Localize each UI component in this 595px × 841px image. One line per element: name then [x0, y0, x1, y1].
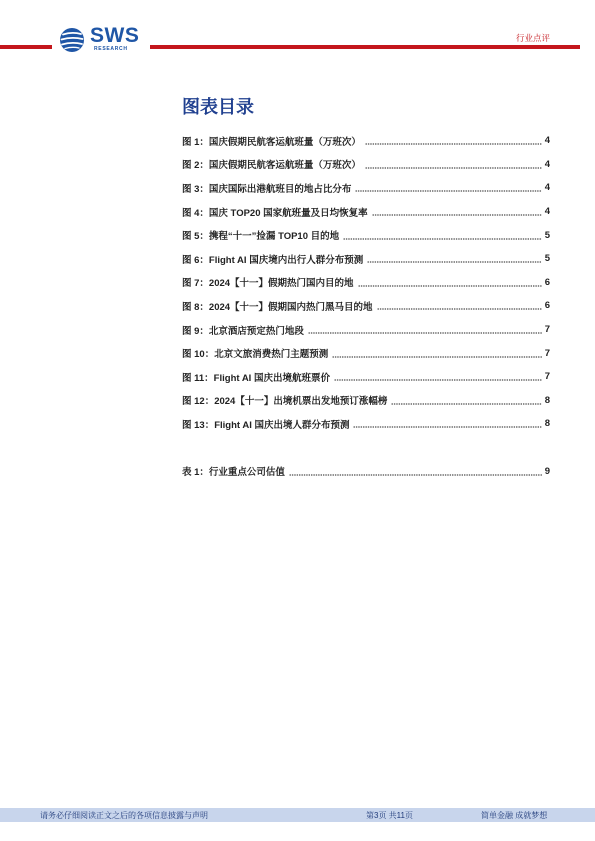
toc-entry-label: 图 2：国庆假期民航客运航班量（万班次）: [182, 160, 361, 172]
footer-page-info: 第3页 共11页: [366, 810, 413, 820]
toc-entry-page: 8: [544, 394, 550, 406]
footer-disclaimer: 请务必仔细阅读正文之后的各项信息披露与声明: [40, 810, 208, 820]
toc-entry-label: 图 3：国庆国际出港航班目的地占比分布: [182, 183, 352, 195]
toc-entry-figure-12[interactable]: [182, 389, 550, 413]
toc-entry-page: 4: [544, 206, 550, 218]
toc-entry-label: 图 12：2024【十一】出境机票出发地预订涨幅榜: [182, 396, 388, 408]
footer-slogan: 简单金融 成就梦想: [481, 810, 548, 820]
brand-logo-subtext: RESEARCH: [94, 46, 128, 52]
figure-toc-list: [182, 129, 550, 436]
toc-entry-page: 4: [544, 182, 550, 194]
header-rule-left: [0, 45, 52, 49]
header-rule-right: [150, 45, 580, 49]
report-type-label: 行业点评: [515, 33, 550, 43]
brand-logo-text: SWS: [90, 24, 140, 47]
dot-leader: [308, 325, 542, 334]
toc-entry-page: 5: [544, 253, 550, 265]
toc-entry-figure-3[interactable]: [182, 176, 550, 200]
toc-entry-label: 表 1：行业重点公司估值: [182, 467, 285, 479]
toc-entry-page: 4: [544, 135, 550, 147]
dot-leader: [355, 183, 541, 192]
page-title: 图表目录: [182, 97, 254, 117]
dot-leader: [365, 136, 542, 145]
toc-entry-label: 图 6：Flight AI 国庆境内出行人群分布预测: [182, 254, 364, 266]
toc-entry-table-1[interactable]: [182, 460, 550, 484]
toc-entry-label: 图 7：2024【十一】假期热门国内目的地: [182, 278, 354, 290]
toc-entry-label: 图 1：国庆假期民航客运航班量（万班次）: [182, 136, 361, 148]
toc-entry-page: 5: [544, 229, 550, 241]
dot-leader: [377, 301, 542, 310]
toc-entry-label: 图 9：北京酒店预定热门地段: [182, 325, 304, 337]
dot-leader: [343, 231, 542, 240]
dot-leader: [365, 160, 542, 169]
toc-entry-label: 图 5：携程“十一”捡漏 TOP10 目的地: [182, 231, 340, 243]
toc-entry-page: 8: [544, 418, 550, 430]
toc-entry-figure-6[interactable]: [182, 247, 550, 271]
dot-leader: [289, 467, 542, 476]
toc-entry-label: 图 10：北京文旅消费热门主题预测: [182, 349, 329, 361]
toc-entry-label: 图 8：2024【十一】假期国内热门黑马目的地: [182, 301, 373, 313]
toc-entry-figure-7[interactable]: [182, 271, 550, 295]
toc-entry-page: 6: [544, 276, 550, 288]
toc-entry-page: 7: [544, 324, 550, 336]
toc-entry-page: 7: [544, 371, 550, 383]
toc-entry-figure-13[interactable]: [182, 412, 550, 436]
toc-entry-label: 图 4：国庆 TOP20 国家航班量及日均恢复率: [182, 207, 368, 219]
toc-entry-figure-1[interactable]: [182, 129, 550, 153]
toc-entry-figure-8[interactable]: [182, 294, 550, 318]
dot-leader: [391, 396, 541, 405]
toc-entry-figure-4[interactable]: [182, 200, 550, 224]
dot-leader: [353, 419, 541, 428]
toc-entry-figure-2[interactable]: [182, 153, 550, 177]
dot-leader: [372, 207, 542, 216]
toc-entry-label: 图 11：Flight AI 国庆出境航班票价: [182, 372, 330, 384]
table-toc-list: [182, 460, 550, 484]
toc-entry-figure-5[interactable]: [182, 223, 550, 247]
toc-entry-page: 7: [544, 347, 550, 359]
dot-leader: [334, 372, 542, 381]
sws-logo-icon: [59, 27, 85, 53]
dot-leader: [367, 254, 542, 263]
toc-entry-page: 6: [544, 300, 550, 312]
toc-entry-page: 4: [544, 158, 550, 170]
dot-leader: [332, 349, 541, 358]
toc-entry-figure-11[interactable]: [182, 365, 550, 389]
toc-entry-label: 图 13：Flight AI 国庆出境人群分布预测: [182, 419, 350, 431]
toc-entry-page: 9: [544, 465, 550, 477]
toc-entry-figure-10[interactable]: [182, 341, 550, 365]
dot-leader: [358, 278, 542, 287]
toc-entry-figure-9[interactable]: [182, 318, 550, 342]
